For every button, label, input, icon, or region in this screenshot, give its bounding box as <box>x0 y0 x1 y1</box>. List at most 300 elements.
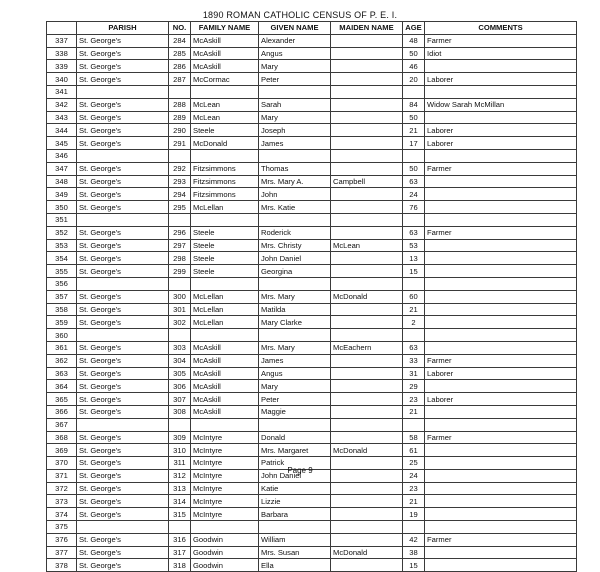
cell-index: 356 <box>47 277 77 290</box>
cell-given-name: Donald <box>259 431 331 444</box>
cell-parish: St. George's <box>77 533 169 546</box>
cell-given-name: John Daniel <box>259 252 331 265</box>
cell-family-name: Steele <box>191 239 259 252</box>
table-row <box>47 137 577 150</box>
cell-maiden-name: McDonald <box>331 546 403 559</box>
cell-age: 50 <box>403 111 425 124</box>
cell-comments <box>425 265 577 278</box>
cell-no <box>169 85 191 98</box>
cell-index: 344 <box>47 124 77 137</box>
cell-no: 286 <box>169 60 191 73</box>
cell-index: 372 <box>47 482 77 495</box>
cell-parish <box>77 521 169 534</box>
cell-no: 289 <box>169 111 191 124</box>
cell-maiden-name <box>331 265 403 278</box>
cell-maiden-name: McDonald <box>331 290 403 303</box>
cell-comments <box>425 444 577 457</box>
cell-family-name: Steele <box>191 265 259 278</box>
cell-given-name: Peter <box>259 393 331 406</box>
cell-given-name: Peter <box>259 73 331 86</box>
cell-comments <box>425 290 577 303</box>
cell-parish: St. George's <box>77 265 169 278</box>
cell-family-name: McIntyre <box>191 431 259 444</box>
cell-index: 361 <box>47 341 77 354</box>
cell-index: 375 <box>47 521 77 534</box>
cell-index: 357 <box>47 290 77 303</box>
cell-family-name: McIntyre <box>191 457 259 470</box>
cell-index: 348 <box>47 175 77 188</box>
cell-index: 363 <box>47 367 77 380</box>
col-header-comments: COMMENTS <box>425 22 577 35</box>
cell-given-name: Roderick <box>259 226 331 239</box>
cell-given-name <box>259 149 331 162</box>
cell-age: 38 <box>403 546 425 559</box>
table-row <box>47 265 577 278</box>
cell-given-name: Joseph <box>259 124 331 137</box>
cell-comments: Farmer <box>425 354 577 367</box>
cell-maiden-name <box>331 73 403 86</box>
cell-family-name <box>191 85 259 98</box>
cell-no: 303 <box>169 341 191 354</box>
cell-comments: Farmer <box>425 226 577 239</box>
cell-parish: St. George's <box>77 34 169 47</box>
cell-age: 29 <box>403 380 425 393</box>
table-row <box>47 380 577 393</box>
cell-given-name: Mary <box>259 60 331 73</box>
cell-family-name: Goodwin <box>191 533 259 546</box>
cell-family-name: McAskill <box>191 367 259 380</box>
cell-parish: St. George's <box>77 508 169 521</box>
cell-age: 20 <box>403 73 425 86</box>
cell-family-name: Goodwin <box>191 559 259 572</box>
cell-index: 353 <box>47 239 77 252</box>
cell-parish: St. George's <box>77 354 169 367</box>
cell-parish: St. George's <box>77 341 169 354</box>
table-row <box>47 329 577 342</box>
cell-parish: St. George's <box>77 444 169 457</box>
cell-given-name: Lizzie <box>259 495 331 508</box>
cell-maiden-name <box>331 162 403 175</box>
cell-age: 24 <box>403 188 425 201</box>
cell-given-name <box>259 521 331 534</box>
cell-family-name: McLellan <box>191 290 259 303</box>
cell-index: 342 <box>47 98 77 111</box>
cell-age <box>403 85 425 98</box>
cell-given-name: Patrick <box>259 457 331 470</box>
cell-comments <box>425 508 577 521</box>
table-row <box>47 559 577 572</box>
cell-age: 24 <box>403 469 425 482</box>
header-row <box>47 22 577 35</box>
cell-comments <box>425 329 577 342</box>
cell-parish: St. George's <box>77 60 169 73</box>
cell-no: 312 <box>169 469 191 482</box>
cell-given-name: Angus <box>259 367 331 380</box>
cell-index: 345 <box>47 137 77 150</box>
col-header-family-name: FAMILY NAME <box>191 22 259 35</box>
cell-index: 378 <box>47 559 77 572</box>
cell-index: 350 <box>47 201 77 214</box>
cell-no: 311 <box>169 457 191 470</box>
cell-no: 301 <box>169 303 191 316</box>
cell-no: 291 <box>169 137 191 150</box>
cell-age: 17 <box>403 137 425 150</box>
cell-index: 349 <box>47 188 77 201</box>
cell-index: 355 <box>47 265 77 278</box>
cell-family-name <box>191 149 259 162</box>
cell-comments: Laborer <box>425 73 577 86</box>
cell-parish: St. George's <box>77 457 169 470</box>
cell-no: 308 <box>169 405 191 418</box>
cell-family-name: McLean <box>191 98 259 111</box>
cell-maiden-name <box>331 367 403 380</box>
table-row <box>47 354 577 367</box>
cell-comments <box>425 149 577 162</box>
cell-index: 343 <box>47 111 77 124</box>
table-row <box>47 508 577 521</box>
cell-age: 13 <box>403 252 425 265</box>
cell-maiden-name <box>331 277 403 290</box>
cell-age <box>403 521 425 534</box>
cell-given-name: Angus <box>259 47 331 60</box>
table-row <box>47 431 577 444</box>
cell-family-name <box>191 418 259 431</box>
cell-maiden-name: McEachern <box>331 341 403 354</box>
cell-given-name: Mrs. Christy <box>259 239 331 252</box>
cell-index: 362 <box>47 354 77 367</box>
cell-maiden-name <box>331 418 403 431</box>
table-row <box>47 124 577 137</box>
cell-no <box>169 277 191 290</box>
census-body <box>47 34 577 571</box>
cell-age: 50 <box>403 162 425 175</box>
cell-maiden-name <box>331 329 403 342</box>
cell-no <box>169 213 191 226</box>
cell-age: 25 <box>403 457 425 470</box>
cell-index: 352 <box>47 226 77 239</box>
cell-no: 284 <box>169 34 191 47</box>
cell-index: 365 <box>47 393 77 406</box>
cell-family-name: McLellan <box>191 303 259 316</box>
col-header-age: AGE <box>403 22 425 35</box>
cell-comments <box>425 175 577 188</box>
cell-index: 371 <box>47 469 77 482</box>
cell-comments: Farmer <box>425 34 577 47</box>
cell-parish: St. George's <box>77 137 169 150</box>
table-row <box>47 34 577 47</box>
cell-no: 314 <box>169 495 191 508</box>
cell-given-name: Mrs. Margaret <box>259 444 331 457</box>
cell-no: 293 <box>169 175 191 188</box>
cell-index: 364 <box>47 380 77 393</box>
cell-maiden-name <box>331 201 403 214</box>
cell-parish: St. George's <box>77 405 169 418</box>
cell-given-name: Mary <box>259 380 331 393</box>
census-table <box>46 21 577 572</box>
cell-parish <box>77 85 169 98</box>
cell-parish: St. George's <box>77 431 169 444</box>
cell-maiden-name <box>331 533 403 546</box>
cell-parish: St. George's <box>77 201 169 214</box>
cell-maiden-name <box>331 431 403 444</box>
cell-maiden-name <box>331 393 403 406</box>
cell-maiden-name: McLean <box>331 239 403 252</box>
cell-index: 366 <box>47 405 77 418</box>
table-row <box>47 175 577 188</box>
cell-family-name: McIntyre <box>191 482 259 495</box>
cell-parish <box>77 277 169 290</box>
cell-comments: Farmer <box>425 431 577 444</box>
cell-comments: Laborer <box>425 367 577 380</box>
cell-given-name <box>259 85 331 98</box>
cell-given-name: Mary <box>259 111 331 124</box>
cell-age: 61 <box>403 444 425 457</box>
cell-no: 318 <box>169 559 191 572</box>
cell-index: 337 <box>47 34 77 47</box>
table-row <box>47 47 577 60</box>
cell-parish <box>77 329 169 342</box>
cell-parish: St. George's <box>77 47 169 60</box>
cell-comments: Laborer <box>425 393 577 406</box>
cell-no: 316 <box>169 533 191 546</box>
cell-age: 42 <box>403 533 425 546</box>
cell-age: 63 <box>403 175 425 188</box>
cell-maiden-name <box>331 149 403 162</box>
cell-family-name: McIntyre <box>191 444 259 457</box>
cell-maiden-name: McDonald <box>331 444 403 457</box>
cell-family-name <box>191 277 259 290</box>
cell-family-name: Fitzsimmons <box>191 162 259 175</box>
cell-maiden-name <box>331 98 403 111</box>
table-row <box>47 73 577 86</box>
cell-index: 367 <box>47 418 77 431</box>
cell-family-name: McIntyre <box>191 469 259 482</box>
cell-no: 292 <box>169 162 191 175</box>
cell-given-name: Katie <box>259 482 331 495</box>
cell-family-name: Steele <box>191 226 259 239</box>
table-row <box>47 201 577 214</box>
cell-no <box>169 329 191 342</box>
cell-no: 313 <box>169 482 191 495</box>
table-row <box>47 393 577 406</box>
cell-comments: Idiot <box>425 47 577 60</box>
cell-age: 21 <box>403 495 425 508</box>
cell-parish: St. George's <box>77 73 169 86</box>
table-row <box>47 341 577 354</box>
cell-age: 19 <box>403 508 425 521</box>
cell-comments <box>425 277 577 290</box>
cell-age: 23 <box>403 482 425 495</box>
cell-family-name <box>191 213 259 226</box>
cell-maiden-name <box>331 380 403 393</box>
cell-maiden-name <box>331 508 403 521</box>
cell-no: 290 <box>169 124 191 137</box>
cell-index: 359 <box>47 316 77 329</box>
cell-comments <box>425 111 577 124</box>
cell-age <box>403 149 425 162</box>
cell-parish: St. George's <box>77 393 169 406</box>
cell-age: 58 <box>403 431 425 444</box>
cell-family-name: McLean <box>191 111 259 124</box>
cell-no: 304 <box>169 354 191 367</box>
cell-parish: St. George's <box>77 303 169 316</box>
cell-index: 374 <box>47 508 77 521</box>
cell-given-name: Ella <box>259 559 331 572</box>
col-header-maiden-name: MAIDEN NAME <box>331 22 403 35</box>
cell-family-name: McAskill <box>191 354 259 367</box>
cell-given-name: Mrs. Mary <box>259 341 331 354</box>
table-row <box>47 111 577 124</box>
table-row <box>47 482 577 495</box>
page-title: 1890 ROMAN CATHOLIC CENSUS OF P. E. I. <box>202 10 398 20</box>
cell-index: 341 <box>47 85 77 98</box>
cell-comments <box>425 495 577 508</box>
cell-parish: St. George's <box>77 469 169 482</box>
cell-family-name <box>191 521 259 534</box>
cell-given-name: Maggie <box>259 405 331 418</box>
cell-family-name: McIntyre <box>191 495 259 508</box>
cell-family-name: McAskill <box>191 341 259 354</box>
cell-age: 21 <box>403 405 425 418</box>
cell-comments <box>425 239 577 252</box>
cell-given-name: Barbara <box>259 508 331 521</box>
cell-given-name: John <box>259 188 331 201</box>
cell-index: 369 <box>47 444 77 457</box>
cell-age: 50 <box>403 47 425 60</box>
cell-comments <box>425 85 577 98</box>
cell-comments: Laborer <box>425 137 577 150</box>
cell-comments <box>425 405 577 418</box>
table-row <box>47 546 577 559</box>
cell-no: 299 <box>169 265 191 278</box>
cell-no: 294 <box>169 188 191 201</box>
cell-given-name: John Daniel <box>259 469 331 482</box>
table-row <box>47 290 577 303</box>
cell-given-name: Georgina <box>259 265 331 278</box>
cell-parish: St. George's <box>77 111 169 124</box>
cell-comments <box>425 521 577 534</box>
cell-family-name: McAskill <box>191 47 259 60</box>
cell-given-name: James <box>259 137 331 150</box>
col-header-index <box>47 22 77 35</box>
cell-family-name: McLellan <box>191 316 259 329</box>
cell-comments: Laborer <box>425 124 577 137</box>
cell-given-name <box>259 213 331 226</box>
cell-maiden-name <box>331 226 403 239</box>
cell-comments <box>425 303 577 316</box>
cell-comments <box>425 418 577 431</box>
cell-given-name <box>259 329 331 342</box>
cell-age: 31 <box>403 367 425 380</box>
table-row <box>47 444 577 457</box>
cell-comments <box>425 201 577 214</box>
cell-parish: St. George's <box>77 559 169 572</box>
cell-maiden-name <box>331 303 403 316</box>
cell-no: 287 <box>169 73 191 86</box>
cell-given-name: James <box>259 354 331 367</box>
cell-given-name: Matilda <box>259 303 331 316</box>
cell-family-name: Goodwin <box>191 546 259 559</box>
cell-maiden-name <box>331 559 403 572</box>
cell-family-name: McAskill <box>191 34 259 47</box>
cell-given-name: Thomas <box>259 162 331 175</box>
cell-comments <box>425 60 577 73</box>
cell-parish: St. George's <box>77 162 169 175</box>
cell-maiden-name <box>331 137 403 150</box>
cell-parish: St. George's <box>77 495 169 508</box>
cell-given-name: Mary Clarke <box>259 316 331 329</box>
cell-comments: Farmer <box>425 533 577 546</box>
cell-parish <box>77 418 169 431</box>
cell-index: 354 <box>47 252 77 265</box>
table-row <box>47 277 577 290</box>
cell-comments <box>425 341 577 354</box>
table-row <box>47 149 577 162</box>
cell-no: 298 <box>169 252 191 265</box>
cell-age: 63 <box>403 226 425 239</box>
cell-maiden-name <box>331 47 403 60</box>
cell-age: 84 <box>403 98 425 111</box>
cell-no: 315 <box>169 508 191 521</box>
cell-family-name: McCormac <box>191 73 259 86</box>
table-row <box>47 533 577 546</box>
cell-no: 295 <box>169 201 191 214</box>
table-row <box>47 213 577 226</box>
cell-given-name: Alexander <box>259 34 331 47</box>
cell-index: 373 <box>47 495 77 508</box>
cell-no: 296 <box>169 226 191 239</box>
cell-maiden-name <box>331 85 403 98</box>
cell-parish: St. George's <box>77 175 169 188</box>
cell-age: 53 <box>403 239 425 252</box>
cell-no: 306 <box>169 380 191 393</box>
cell-comments <box>425 482 577 495</box>
cell-age: 76 <box>403 201 425 214</box>
cell-index: 377 <box>47 546 77 559</box>
cell-family-name: McAskill <box>191 60 259 73</box>
cell-age: 60 <box>403 290 425 303</box>
cell-no: 297 <box>169 239 191 252</box>
table-row <box>47 316 577 329</box>
table-row <box>47 239 577 252</box>
cell-comments <box>425 188 577 201</box>
cell-age <box>403 213 425 226</box>
cell-parish: St. George's <box>77 98 169 111</box>
table-row <box>47 252 577 265</box>
col-header-no: NO. <box>169 22 191 35</box>
cell-parish: St. George's <box>77 226 169 239</box>
table-row <box>47 162 577 175</box>
cell-comments <box>425 559 577 572</box>
cell-maiden-name: Campbell <box>331 175 403 188</box>
cell-index: 340 <box>47 73 77 86</box>
table-row <box>47 405 577 418</box>
cell-maiden-name <box>331 521 403 534</box>
cell-maiden-name <box>331 213 403 226</box>
cell-index: 338 <box>47 47 77 60</box>
cell-index: 360 <box>47 329 77 342</box>
cell-comments <box>425 316 577 329</box>
cell-age: 21 <box>403 303 425 316</box>
cell-given-name <box>259 418 331 431</box>
cell-given-name: Mrs. Katie <box>259 201 331 214</box>
cell-family-name <box>191 329 259 342</box>
page-number: Page 9 <box>287 466 313 475</box>
cell-age <box>403 277 425 290</box>
cell-family-name: McAskill <box>191 393 259 406</box>
cell-age: 33 <box>403 354 425 367</box>
cell-family-name: McLellan <box>191 201 259 214</box>
